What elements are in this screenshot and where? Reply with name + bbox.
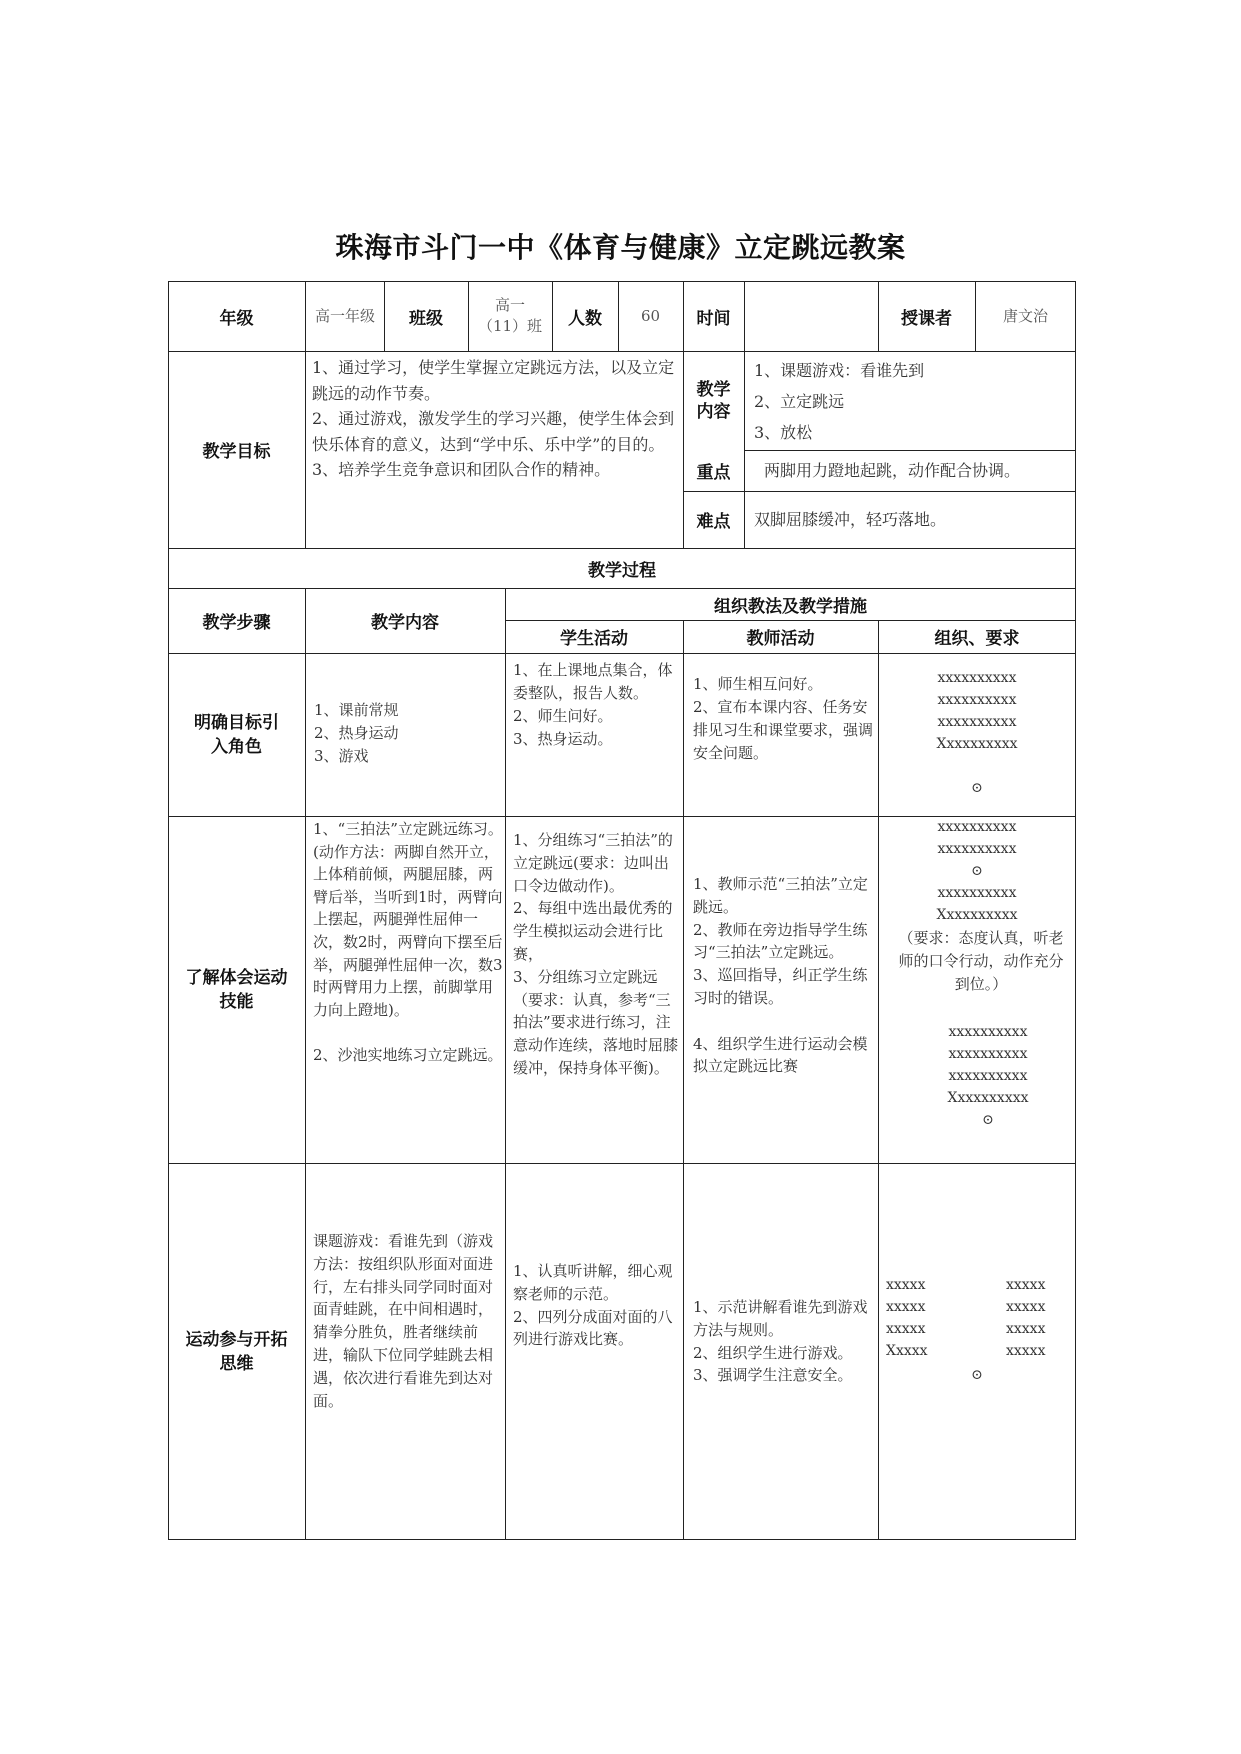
time-value bbox=[744, 281, 878, 351]
class-value: 高一（11）班 bbox=[477, 296, 543, 335]
row3-student: 1、认真听讲解，细心观察老师的示范。 2、四列分成面对面的八列进行游戏比赛。 bbox=[513, 1262, 673, 1349]
row2-requirement-note: （要求：态度认真，听老师的口令行动，动作充分到位。） bbox=[898, 929, 1064, 993]
teacher-value: 唐文治 bbox=[1002, 306, 1048, 325]
count-value: 60 bbox=[640, 306, 661, 325]
process-title: 教学过程 bbox=[588, 560, 656, 581]
col-require-header: 组织、要求 bbox=[934, 629, 1020, 649]
grade-value: 高一年级 bbox=[314, 306, 375, 325]
row2-formation-top: xxxxxxxxxx xxxxxxxxxx ⊙ xxxxxxxxxx Xxxxxxxxxx bbox=[936, 819, 1018, 923]
key-point-label: 重点 bbox=[696, 463, 731, 483]
count-label: 人数 bbox=[568, 308, 602, 329]
class-label: 班级 bbox=[409, 308, 443, 329]
row2-student: 1、分组练习“三拍法”的立定跳远(要求：边叫出口令边做动作)。 2、每组中选出最优秀的学生模拟运动会进行比赛， 3、分组练习立定跳远（要求：认真，参考“三拍法”要求进行练习，注意动作连续，落地时屈膝缓冲，保持身体平衡)。 bbox=[513, 831, 679, 1077]
row2-content: 1、“三拍法”立定跳远练习。(动作方法：两脚自然开立，上体稍前倾，两腿屈膝，两臂后举，当听到1时，两臂向上摆起，两腿弹性屈伸一次，数2时，两臂向下摆至后举，两腿弹性屈伸一次，数3时两臂用力上摆，前脚掌用力向上蹬地)。 2、沙池实地练习立定跳远。 bbox=[313, 820, 503, 1064]
table-rule bbox=[468, 281, 469, 351]
table-rule bbox=[305, 351, 306, 548]
row3-formation-right: xxxxx xxxxx xxxxx xxxxx bbox=[1006, 1277, 1046, 1359]
row1-teacher: 1、师生相互问好。 2、宣布本课内容、任务安排见习生和课堂要求，强调安全问题。 bbox=[693, 675, 874, 762]
content-label: 教学内容 bbox=[696, 379, 731, 422]
content-text: 1、课题游戏：看谁先到 2、立定跳远 3、放松 bbox=[754, 361, 925, 442]
teacher-position-mark: ⊙ bbox=[971, 1367, 983, 1383]
table-rule bbox=[505, 588, 506, 1540]
row3-step: 运动参与开拓思维 bbox=[185, 1329, 288, 1374]
difficulty-label: 难点 bbox=[696, 512, 731, 532]
row2-step: 了解体会运动技能 bbox=[185, 967, 288, 1012]
row1-step: 明确目标引入角色 bbox=[194, 712, 279, 757]
row2-formation-bottom: xxxxxxxxxx xxxxxxxxxx xxxxxxxxxx Xxxxxxxxxx ⊙ bbox=[947, 1024, 1029, 1128]
teacher-label: 授课者 bbox=[901, 308, 952, 329]
col-content-header: 教学内容 bbox=[371, 613, 439, 633]
row3-content: 课题游戏：看谁先到（游戏方法：按组织队形面对面进行，左右排头同学同时面对面青蛙跳，在中间相遇时，猜拳分胜负，胜者继续前进，输队下位同学蛙跳去相遇，依次进行看谁先到达对面。 bbox=[313, 1232, 494, 1410]
time-label: 时间 bbox=[696, 308, 731, 329]
table-rule bbox=[683, 620, 684, 1540]
col-teacher-header: 教师活动 bbox=[746, 629, 815, 649]
grade-label: 年级 bbox=[219, 308, 254, 329]
col-student-header: 学生活动 bbox=[560, 629, 628, 649]
table-rule bbox=[744, 351, 745, 548]
row1-formation: xxxxxxxxxx xxxxxxxxxx xxxxxxxxxx Xxxxxxxxxx ⊙ bbox=[936, 670, 1018, 796]
row1-content: 1、课前常规 2、热身运动 3、游戏 bbox=[314, 701, 399, 765]
page-title: 珠海市斗门一中《体育与健康》立定跳远教案 bbox=[335, 231, 906, 264]
col-step-header: 教学步骤 bbox=[202, 613, 271, 633]
row2-teacher: 1、教师示范“三拍法”立定跳远。 2、教师在旁边指导学生练习“三拍法”立定跳远。 3、巡回指导，纠正学生练习时的错误。 4、组织学生进行运动会模拟立定跳远比赛 bbox=[693, 875, 868, 1076]
col-org-header: 组织教法及教学措施 bbox=[714, 596, 867, 617]
table-rule bbox=[305, 588, 306, 1540]
goals-text: 1、通过学习，使学生掌握立定跳远方法，以及立定跳远的动作节奏。 2、通过游戏，激发学生的学习兴趣，使学生体会到快乐体育的意义，达到“学中乐、乐中学”的目的。 3、培养学生竞争意识和团队合作的精神。 bbox=[312, 358, 675, 479]
row1-student: 1、在上课地点集合，体委整队，报告人数。 2、师生问好。 3、热身运动。 bbox=[513, 661, 673, 748]
row3-teacher: 1、示范讲解看谁先到游戏方法与规则。 2、组织学生进行游戏。 3、强调学生注意安全。 bbox=[693, 1298, 868, 1385]
table-rule bbox=[305, 281, 306, 351]
goals-label: 教学目标 bbox=[202, 442, 271, 462]
difficulty-text: 双脚屈膝缓冲，轻巧落地。 bbox=[754, 510, 947, 529]
row3-formation-left: xxxxx xxxxx xxxxx Xxxxx bbox=[886, 1277, 928, 1359]
key-point-text: 两脚用力蹬地起跳，动作配合协调。 bbox=[764, 461, 1021, 480]
